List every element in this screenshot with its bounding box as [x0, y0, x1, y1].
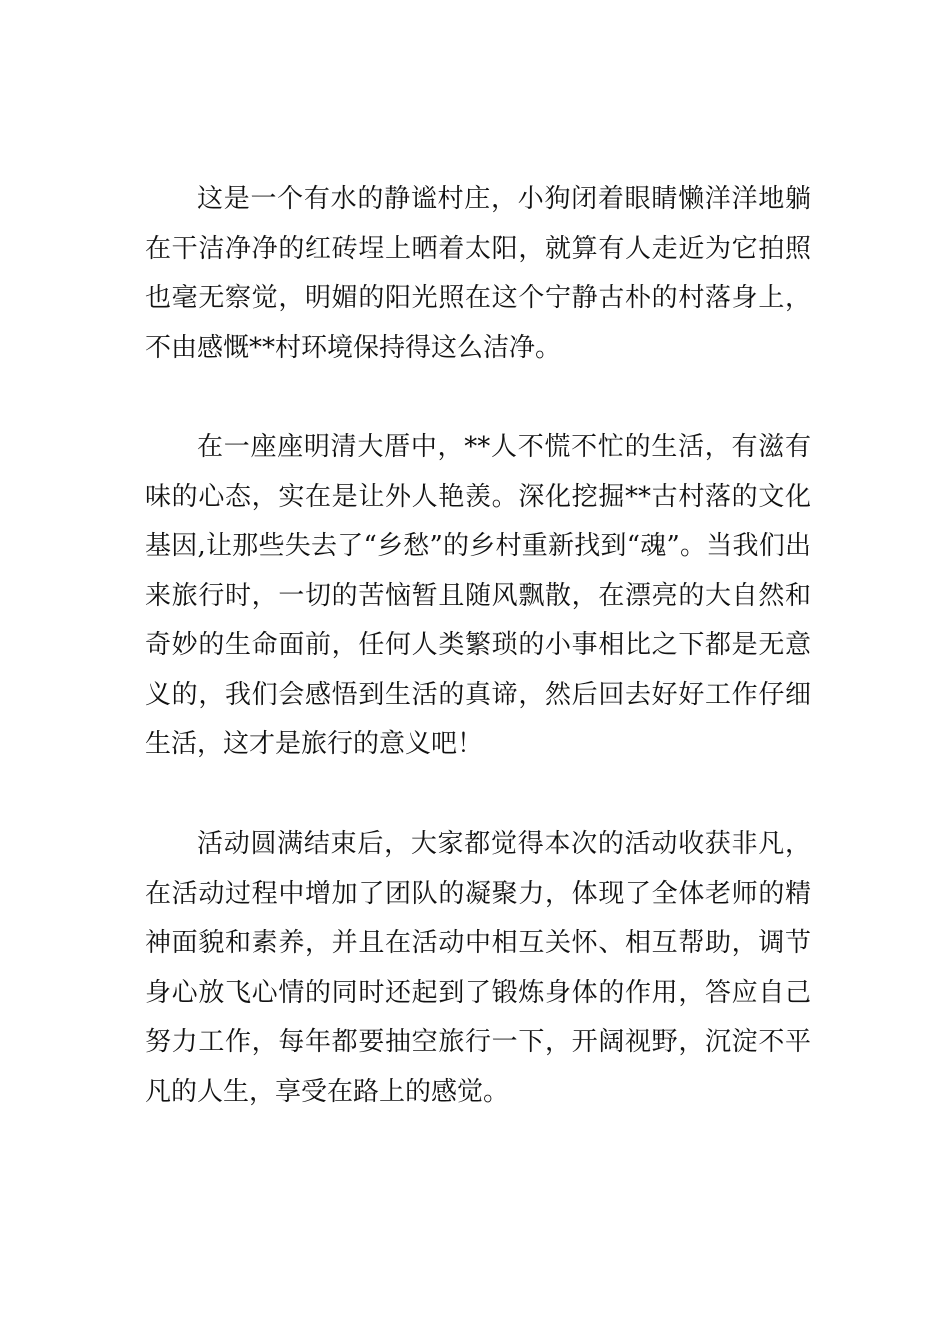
paragraph-activity-summary: 活动圆满结束后，大家都觉得本次的活动收获非凡，在活动过程中增加了团队的凝聚力，体现了全体老师的精神面貌和素养，并且在活动中相互关怀、相互帮助，调节身心放飞心情的同时还起到了锻炼身体的作用，答应自己努力工作，每年都要抽空旅行一下，开阔视野，沉淀不平凡的人生，享受在路上的感觉。: [145, 829, 811, 1107]
paragraph-travel-meaning: 在一座座明清大厝中，**人不慌不忙的生活，有滋有味的心态，实在是让外人艳羡。深化挖掘**古村落的文化基因,让那些失去了“乡愁”的乡村重新找到“魂”。当我们出来旅行时，一切的苦恼暂且随风飘散，在漂亮的大自然和奇妙的生命面前，任何人类繁琐的小事相比之下都是无意义的，我们会感悟到生活的真谛，然后回去好好工作仔细生活，这才是旅行的意义吧！: [145, 432, 811, 759]
paragraph-village-scene: 这是一个有水的静谧村庄，小狗闭着眼睛懒洋洋地躺在干洁净净的红砖埕上晒着太阳，就算有人走近为它拍照也毫无察觉，明媚的阳光照在这个宁静古朴的村落身上，不由感慨**村环境保持得这么洁净。: [145, 184, 811, 363]
